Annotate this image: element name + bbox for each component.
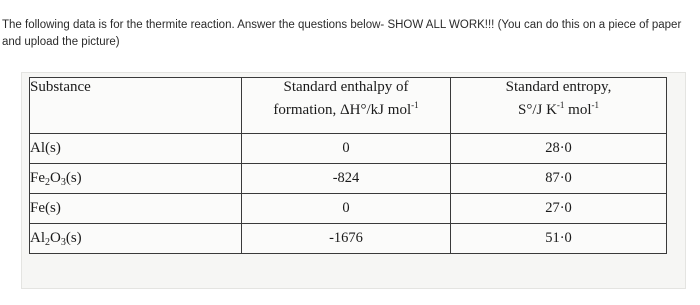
- header-enthalpy-exponent: -1: [411, 100, 419, 110]
- substance-cell: [30, 194, 242, 224]
- substance-cell: [30, 164, 242, 194]
- entropy-cell: 28·0: [451, 134, 667, 164]
- substance-element: O: [50, 229, 61, 246]
- substance-name: Al(s): [30, 140, 61, 156]
- substance-cell: [30, 134, 242, 164]
- enthalpy-cell: 0: [242, 194, 451, 224]
- substance-element: Fe: [30, 169, 45, 186]
- substance-element: O: [50, 169, 61, 186]
- header-entropy-line2a: S°/J K: [517, 102, 557, 118]
- table-row: [30, 224, 667, 254]
- substance-name: Fe(s): [30, 200, 61, 216]
- substance-element: Al: [30, 229, 45, 246]
- substance-subscript: 2: [45, 176, 50, 188]
- substance-subscript: 3: [60, 236, 66, 248]
- question-text: The following data is for the thermite reaction. Answer the questions below- SHOW ALL WORK!!! (You can do this on a piece of paper and upload the picture): [2, 19, 682, 48]
- thermite-data-table: [29, 77, 667, 254]
- header-entropy: [451, 78, 667, 134]
- substance-state: (s): [65, 169, 82, 186]
- entropy-cell: 51·0: [451, 224, 667, 254]
- entropy-cell: 87·0: [451, 164, 667, 194]
- header-enthalpy: [242, 78, 451, 134]
- enthalpy-cell: 0: [242, 134, 451, 164]
- enthalpy-cell: -824: [242, 164, 451, 194]
- header-enthalpy-line2: formation, ΔH°/kJ mol: [273, 102, 412, 118]
- header-entropy-line2b: mol: [564, 102, 592, 118]
- header-entropy-exp1: -1: [556, 100, 565, 110]
- substance-cell: [30, 224, 242, 254]
- header-entropy-line1: Standard entropy,: [505, 79, 612, 95]
- substance-state: (s): [65, 229, 82, 246]
- header-entropy-exp2: -1: [591, 100, 600, 110]
- entropy-cell: 27·0: [451, 194, 667, 224]
- enthalpy-cell: -1676: [242, 224, 451, 254]
- table-row: [30, 164, 667, 194]
- table-row: [30, 134, 667, 164]
- substance-subscript: 3: [60, 176, 66, 188]
- substance-subscript: 2: [45, 236, 50, 248]
- table-row: [30, 194, 667, 224]
- header-substance: Substance: [30, 78, 242, 134]
- header-enthalpy-line1: Standard enthalpy of: [283, 79, 409, 95]
- header-row: [30, 78, 667, 134]
